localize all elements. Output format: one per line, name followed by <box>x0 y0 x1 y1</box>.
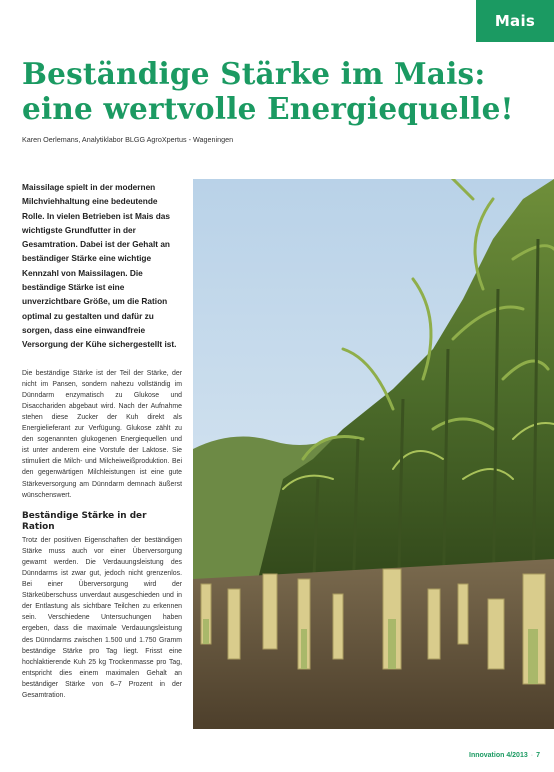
subheading: Beständige Stärke in der Ration <box>22 510 147 532</box>
page-number: 7 <box>536 752 540 759</box>
footer-separator: · <box>530 752 534 759</box>
footer-publication: Innovation 4/2013 <box>469 752 528 759</box>
lead-paragraph: Maissilage spielt in der modernen Milchviehhaltung eine bedeutende Rolle. In vielen Betrieben ist Mais das wichtigste Grundfutter in der Gesamtration. Dabei ist der Gehalt an beständiger Stärke eine wichtige Kennzahl von Maissilagen. Die beständige Stärke ist eine unverzichtbare Größe, um die Ration optimal zu gestalten und dafür zu sorgen, dass eine einwandfreie Versorgung der Kühe sichergestellt ist. <box>22 182 177 350</box>
corn-field-illustration <box>193 179 554 729</box>
article-title <box>22 56 532 126</box>
section-tab: Mais <box>476 0 554 42</box>
corn-field-photo <box>193 179 554 729</box>
author-line: Karen Oerlemans, Analytiklabor BLGG AgroXpertus - Wageningen <box>22 135 234 144</box>
body-paragraph-1: Die beständige Stärke ist der Teil der Stärke, der nicht im Pansen, sondern nahezu vollständig im Dünndarm enzymatisch zu Glukose und Disacchariden abgebaut wird. Nach der Aufnahme stehen diese Zucker der Kuh direkt als Energielieferant zur Verfügung. Glukose zählt zu den sogenannten glukogenen Energiequellen und ist unter anderem eine Vorstufe der Laktose. Sie stimuliert die Milch- und Milcheiweißproduktion. Bei den gegenwärtigen Milchleistungen ist eine gute Stärkeversorgung am Dünndarm demnach äußerst wünschenswert. <box>22 369 182 499</box>
title-line-2: eine wertvolle Energiequelle! <box>22 91 514 126</box>
text-column <box>22 180 182 701</box>
page-footer <box>469 752 540 759</box>
body-paragraph-2: Trotz der positiven Eigenschaften der beständigen Stärke muss auch vor einer Überversorgung gewarnt werden. Die Verdauungsleistung des Dünndarms ist zwar gut, jedoch nicht grenzenlos. Bei einer Überversorgung wird der Stärkeüberschuss unverdaut ausgeschieden und in der Entlastung als sichtbare Teilchen zu erkennen sein. Verschiedene Untersuchungen haben ergeben, dass die maximale Verdauungsleistung des Dünndarms zwischen 1.500 und 1.750 Gramm beständige Stärke pro Tag liegt. Frisst eine hochlaktierende Kuh 25 kg Trockenmasse pro Tag, entspricht dies einem maximalen Gehalt an beständiger Stärke von 6–7 Prozent in der Gesamtration. <box>22 536 182 699</box>
title-line-1: Beständige Stärke im Mais: <box>22 56 486 91</box>
